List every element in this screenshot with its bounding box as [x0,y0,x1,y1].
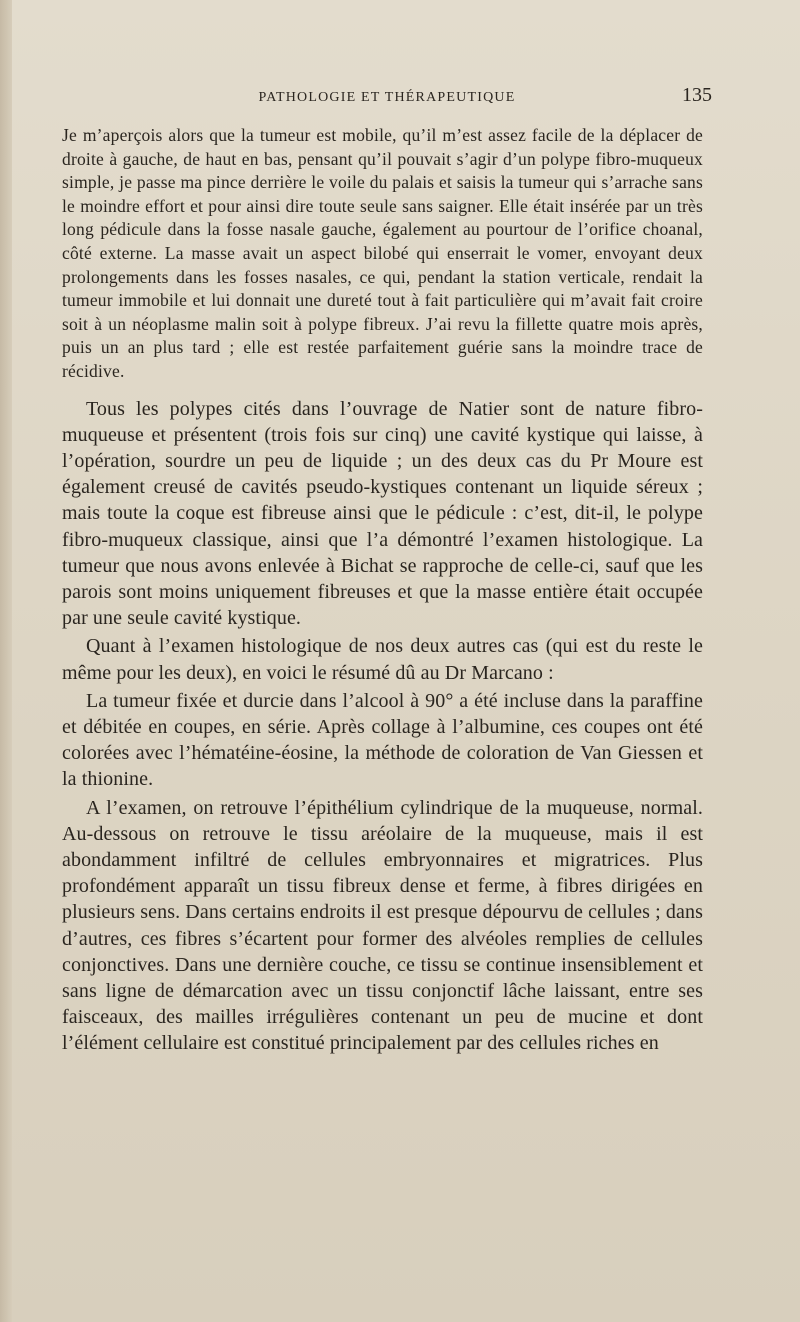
page-number: 135 [682,84,712,106]
running-title: PATHOLOGIE ET THÉRAPEUTIQUE [258,90,516,105]
paragraph-2: Tous les polypes cités dans l’ouvrage de Natier sont de nature fibro-muqueuse et présentent (trois fois sur cinq) une cavité kystique qui laisse, à l’opération, sourdre un peu de liquide ; un des deux cas du Pr Moure est également creusé de cavités pseudo-kystiques contenant un liquide séreux ; mais toute la coque est fibreuse ainsi que le pédicule : c’est, dit-il, le polype fibro-muqueux classique, ainsi que l’a démontré l’examen histologique. La tumeur que nous avons enlevée à Bichat se rapproche de celle-ci, sauf que les parois sont moins uniquement fibreuses et que la masse entière était occupée par une seule cavité kystique. [62,397,703,630]
page-binding-edge [0,0,12,1322]
running-head [62,84,712,114]
paragraph-3: Quant à l’examen histologique de nos deux autres cas (qui est du reste le même pour les deux), en voici le résumé dû au Dr Marcano : [62,635,703,684]
body-text [62,124,703,1059]
paragraph-5: A l’examen, on retrouve l’épithélium cylindrique de la muqueuse, normal. Au-dessous on retrouve le tissu aréolaire de la muqueuse, mais il est abondamment infiltré de cellules embryonnaires et migratrices. Plus profondément apparaît un tissu fibreux dense et ferme, à fibres dirigées en plusieurs sens. Dans certains endroits il est presque dépourvu de cellules ; dans d’autres, ces fibres s’écartent pour former des alvéoles remplies de cellules conjonctives. Dans une dernière couche, ce tissu se continue insensiblement et sans ligne de démarcation avec un tissu conjonctif lâche laissant, entre ses faisceaux, des mailles irrégulières contenant un peu de mucine et dont l’élément cellulaire est constitué principalement par des cellules riches en [62,796,703,1055]
paragraph-4: La tumeur fixée et durcie dans l’alcool à 90° a été incluse dans la paraffine et débitée en coupes, en série. Après collage à l’albumine, ces coupes ont été colorées avec l’hématéine-éosine, la méthode de coloration de Van Giessen et la thionine. [62,689,703,791]
paragraph-1: Je m’aperçois alors que la tumeur est mobile, qu’il m’est assez facile de la déplacer de droite à gauche, de haut en bas, pensant qu’il pouvait s’agir d’un polype fibro-muqueux simple, je passe ma pince derrière le voile du palais et saisis la tumeur qui s’arrache sans le moindre effort et pour ainsi dire toute seule sans saigner. Elle était insérée par un très long pédicule dans la fosse nasale gauche, également au pourtour de l’orifice choanal, côté externe. La masse avait un aspect bilobé qui enserrait le vomer, envoyant deux prolongements dans les fosses nasales, ce qui, pendant la station verticale, rendait la tumeur immobile et lui donnait une dureté tout à fait particulière qui m’avait fait croire soit à un néoplasme malin soit à polype fibreux. J’ai revu la fillette quatre mois après, puis un an plus tard ; elle est restée parfaitement guérie sans la moindre trace de récidive. [62,125,703,381]
